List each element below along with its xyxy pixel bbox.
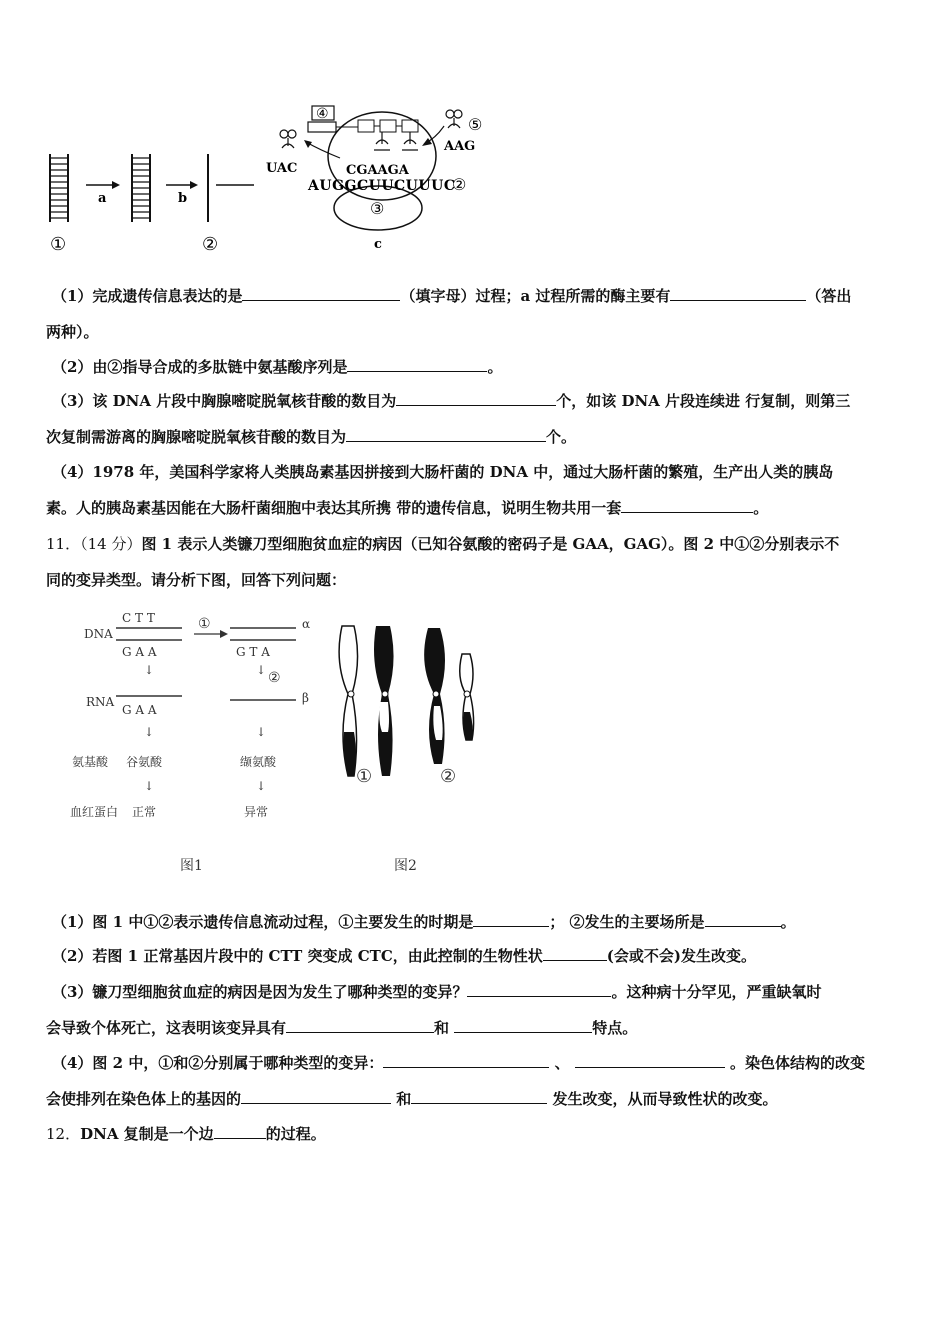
blank[interactable] [286,1018,434,1033]
label-abnormal: 异常 [244,805,269,819]
q11-part3-cont: 会导致个体死亡，这表明该变异具有 和 特点。 [46,1019,638,1037]
q11-part4-cont: 会使排列在染色体上的基因的 和 发生改变，从而导致性状的改变。 [46,1090,778,1108]
gene-expression-diagram [40,98,510,258]
label-circle4: ④ [316,106,329,122]
q10-part1: （1）完成遗传信息表达的是 （填字母）过程；a 过程所需的酶主要有 （答出 [52,287,852,305]
q12: 12．DNA 复制是一个边 的过程。 [46,1125,326,1143]
q11-part4: （4）图 2 中，①和②分别属于哪种类型的变异： 、 。染色体结构的改变 [52,1054,866,1072]
seq-gta: G T A [236,645,270,659]
blank[interactable] [242,286,400,301]
q10-part1-cont: 两种）。 [46,323,99,341]
sickle-cell-diagram [70,602,490,882]
mrna-sequence: AUGGCUUCUUUC [308,178,456,194]
svg-text:↓: ↓ [256,663,267,677]
chromosome-pair-2-icon [424,628,473,764]
label-c: c [374,237,382,252]
label-b: b [178,191,188,206]
blank[interactable] [473,912,549,927]
blank[interactable] [214,1124,266,1139]
codon-uac: UAC [266,161,298,176]
blank[interactable] [467,982,611,997]
label-glu: 谷氨酸 [126,755,163,769]
blank[interactable] [575,1053,725,1068]
blank[interactable] [346,427,546,442]
blank[interactable] [396,391,556,406]
trna-icon [374,132,418,150]
q11-part1: （1）图 1 中①②表示遗传信息流动过程，①主要发生的时期是 ； ②发生的主要场所是 。 [52,913,796,931]
blank[interactable] [621,498,753,513]
label-circle2-strand: ② [202,234,219,255]
label-fig1: 图1 [180,858,203,874]
blank[interactable] [241,1089,391,1104]
trna-right-icon [446,110,462,128]
dna-ladder-icon [50,154,68,222]
label-circle3: ③ [370,199,385,218]
dna-ladder-icon [132,154,150,222]
blank[interactable] [454,1018,592,1033]
label-circle1: ① [50,234,67,255]
svg-text:↓: ↓ [144,725,155,739]
label-dna: DNA [84,627,113,641]
q11-part2: （2）若图 1 正常基因片段中的 CTT 突变成 CTC，由此控制的生物性状 (会或不会)发生改变。 [52,947,756,965]
seq-gaa-rna: G A A [122,703,157,717]
step2: ② [268,670,281,686]
blank[interactable] [670,286,806,301]
label-val: 缬氨酸 [240,755,277,769]
blank[interactable] [705,912,781,927]
blank[interactable] [543,946,607,961]
svg-text:↓: ↓ [144,779,155,793]
trna-left-icon [280,130,296,148]
seq-ctt: C T T [122,611,155,625]
svg-text:↓: ↓ [256,779,267,793]
label-alpha: α [302,617,311,631]
blank[interactable] [383,1053,549,1068]
label-chr2: ② [440,766,457,787]
blank[interactable] [411,1089,547,1104]
codon-cgaaga: CGAAGA [346,163,409,178]
label-normal: 正常 [132,805,157,819]
q11-part3: （3）镰刀型细胞贫血症的病因是因为发生了哪种类型的变异？ 。这种病十分罕见，严重缺氧时 [52,983,822,1001]
seq-gaa-dna: G A A [122,645,157,659]
q10-part3: （3）该 DNA 片段中胸腺嘧啶脱氧核苷酸的数目为 个，如该 DNA 片段连续进 行复制，则第三 [52,392,851,410]
svg-text:↓: ↓ [256,725,267,739]
q10-part3-cont: 次复制需游离的胸腺嘧啶脱氧核苷酸的数目为 个。 [46,428,577,446]
label-chr1: ① [356,766,373,787]
label-circle2-mrna: ② [452,175,467,194]
q11-intro: 11．（14 分）图 1 表示人类镰刀型细胞贫血症的病因（已知谷氨酸的密码子是 GAA，GAG）。图 2 中①②分别表示不 [46,535,840,553]
label-rna: RNA [86,695,115,709]
codon-aag: AAG [444,139,476,154]
label-a: a [98,191,107,206]
q10-part4-cont: 素。人的胰岛素基因能在大肠杆菌细胞中表达其所携 带的遗传信息，说明生物共用一套 。 [46,499,769,517]
q10-part2: （2）由②指导合成的多肽链中氨基酸序列是 。 [52,358,503,376]
label-hemoglobin: 血红蛋白 [70,805,119,819]
label-circle5: ⑤ [468,115,483,134]
label-fig2: 图2 [394,858,417,874]
q11-intro-cont: 同的变异类型。请分析下图，回答下列问题： [46,571,347,589]
label-beta: β [302,691,309,705]
chromosome-pair-1-icon [339,626,393,776]
label-amino: 氨基酸 [72,755,109,769]
q10-part4: （4）1978 年，美国科学家将人类胰岛素基因拼接到大肠杆菌的 DNA 中，通过大肠杆菌的繁殖，生产出人类的胰岛 [52,463,834,481]
step1: ① [198,616,211,632]
blank[interactable] [347,357,487,372]
svg-text:↓: ↓ [144,663,155,677]
